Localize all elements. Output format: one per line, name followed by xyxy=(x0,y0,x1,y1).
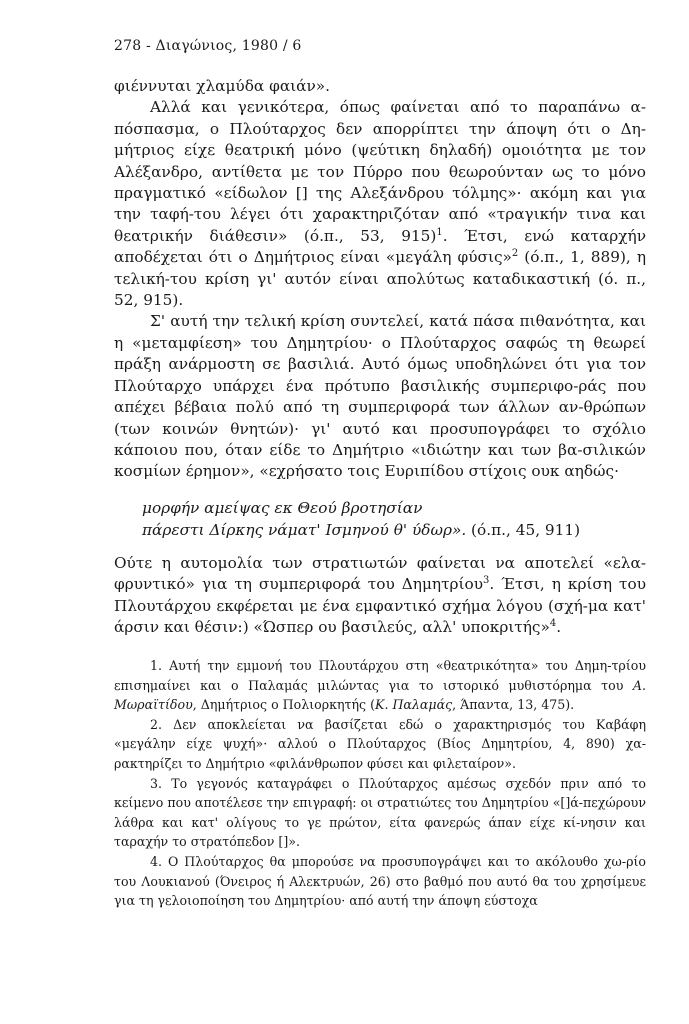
footnote-ref-1: 1 xyxy=(436,226,443,238)
paragraph-1: φιέννυται χλαμύδα φαιάν». xyxy=(114,77,331,95)
footnote-ref-4: 4 xyxy=(549,617,557,629)
paragraph-3: Σ' αυτή την τελική κρίση συντελεί, κατά πάσα πιθανότητα, και η «μεταμφίεση» του Δημητρίου· ο Πλούταρχος σαφώς τη θεωρεί πράξη ανάρμοστη σε βασιλιά. Αυτό όμως υποδηλώνει ότι για τον Πλούταρχο υπάρχει ένα πρότυπο βασιλικής συμπεριφο-ράς που απέχει βέβαια πολύ από τη συμπεριφορά των άλλων αν-θρώπων (των κοινών θνητών)· γι' αυτό και προσυπογράφει το σχόλιο κάποιου που, όταν είδε το Δημήτριο «ιδιώτην και των βα-σιλικών κοσμίων έρημον», «εχρήσατο τοις Ευριπίδου στίχοις ουκ αηδώς· xyxy=(114,312,646,481)
footnote-ref-3: 3 xyxy=(483,575,490,587)
paragraph-4-text-c: . xyxy=(556,617,562,636)
verse-reference: (ό.π., 45, 911) xyxy=(466,520,581,539)
footnote-1-author-2: Κ. Παλαμάς xyxy=(375,697,453,713)
footnote-4: 4. Ο Πλούταρχος θα μπορούσε να προσυπογράψει και το ακόλουθο χω-ρίο του Λουκιανού (Όνειρος ή Αλεκτρυών, 26) στο βαθμό που αυτό θα του χρησίμευε για τη γελοιοποίηση του Δημητρίου· από αυτή την άποψη εύστοχα xyxy=(114,853,646,909)
paragraph-4-text-a: Ούτε η αυτομολία των στρατιωτών φαίνεται να αποτελεί «ελα-φρυντικό» για τη συμπεριφορά του Δημητρίου xyxy=(114,553,646,594)
footnote-ref-2: 2 xyxy=(511,248,519,260)
paragraph-2 xyxy=(114,97,646,311)
verse-line-2-text: πάρεστι Δίρκης νάματ' Ισμηνού θ' ύδωρ». xyxy=(142,520,467,539)
footnotes xyxy=(114,656,646,911)
footnote-2: 2. Δεν αποκλείεται να βασίζεται εδώ ο χαρακτηρισμός του Καβάφη «μεγάλην είχε ψυχή»· αλλού ο Πλούταρχος (Βίος Δημητρίου, 4, 890) χα-ρακτηρίζει το Δημήτριο «φιλάνθρωπον φύσει και φιλεταίρον». xyxy=(114,716,646,771)
footnote-1-author: Α. Μωραϊτίδου xyxy=(114,677,646,713)
running-header: 278 - Διαγώνιος, 1980 / 6 xyxy=(114,38,302,54)
paragraph-2-tail-a: . Έτσι, ενώ καταρχήν αποδέχεται ότι ο Δημήτριος είναι «μεγάλη φύσις» xyxy=(114,226,646,267)
main-text xyxy=(114,76,646,638)
footnote-3: 3. Το γεγονός καταγράφει ο Πλούταρχος αμέσως σχεδόν πριν από το κείμενο που αποτέλεσε την επιγραφή: οι στρατιώτες του Δημητρίου «[]ά-πεχώρουν λάθρα και κατ' ολίγους το γε πρώτον, είτα φανερώς άπαν είχε κί-νησιν και ταραχήν το στρατόπεδον []». xyxy=(114,775,646,850)
paragraph-4-text-b: . Έτσι, η κρίση του Πλουτάρχου εκφέρεται με ένα εμφαντικό σχήμα λόγου (σχή-μα κατ' άρσιν και θέσιν:) «Ώσπερ ου βασιλεύς, αλλ' υποκριτής» xyxy=(114,575,646,636)
footnote-1-text-b: , Δημήτριος ο Πολιορκητής ( xyxy=(192,697,376,713)
paragraph-2-text: Αλλά και γενικότερα, όπως φαίνεται από το παραπάνω α-πόσπασμα, ο Πλούταρχος δεν απορρίπτει την άποψη ότι ο Δη-μήτριος είχε θεατρική μόνο (ψεύτικη δηλαδή) ομοιότητα με τον Αλέξανδρο, αντίθετα με τον Πύρρο που θεωρούνταν ως το μόνο πραγματικό «είδωλον [] της Αλεξάνδρου τόλμης»· ακόμη και για την ταφή-του λέγει ότι χαρακτηριζόταν από «τραγικήν τινα και θεατρικήν διάθεσιν» (ό.π., 53, 915) xyxy=(114,98,646,245)
verse-line-1: μορφήν αμείψας εκ Θεού βροτησίαν xyxy=(142,498,423,517)
footnote-1-text-a: 1. Αυτή την εμμονή του Πλουτάρχου στη «θεατρικότητα» του Δημη-τρίου επισημαίνει και ο Παλαμάς μιλώντας για το ιστορικό μυθιστόρημα του xyxy=(114,658,646,693)
paragraph-4 xyxy=(114,553,646,639)
footnote-1-text-c: , Άπαντα, 13, 475). xyxy=(452,697,575,713)
footnote-1 xyxy=(114,656,646,715)
verse-line-2 xyxy=(142,519,646,541)
paragraph-2-tail-b: (ό.π., 1, 889), η τελική-του κρίση γι' αυτόν είναι απολύτως καταδικαστική (ό. π., 52, 915). xyxy=(114,248,646,310)
verse-quote xyxy=(114,497,646,541)
